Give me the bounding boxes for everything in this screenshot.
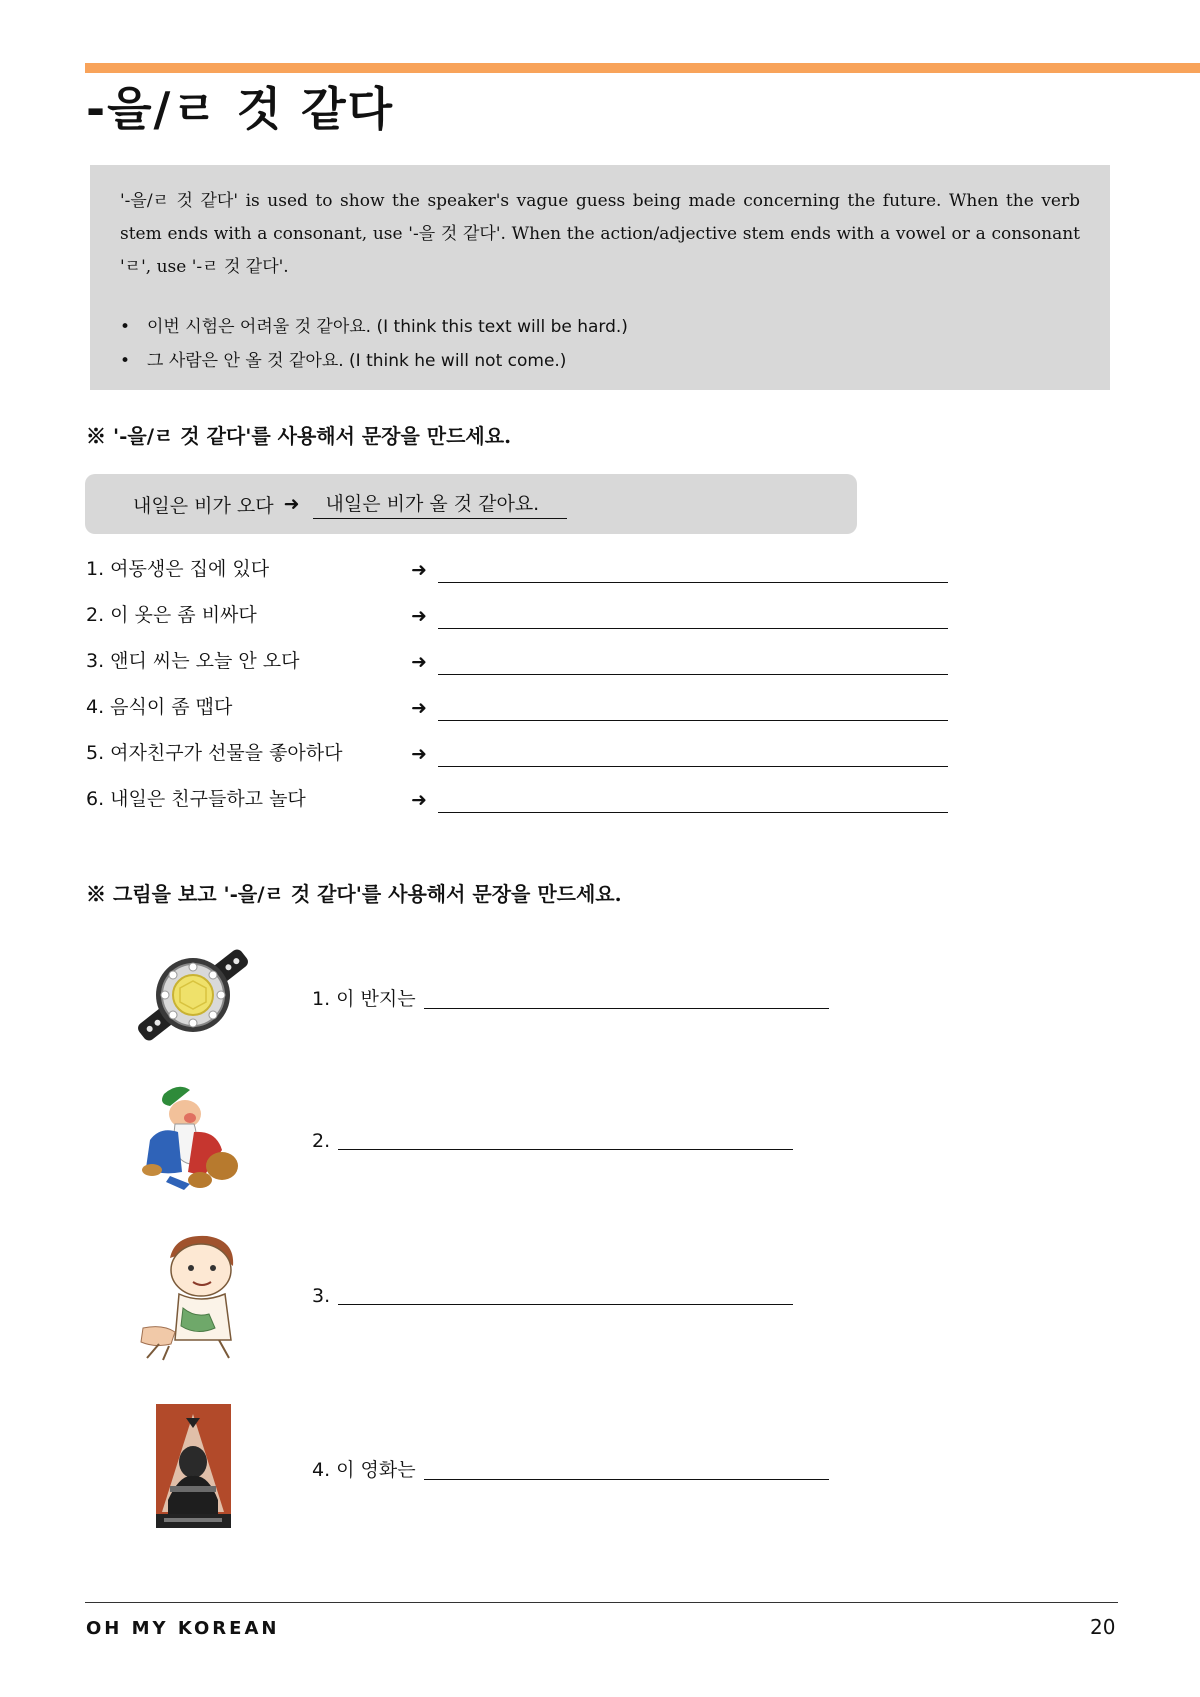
picture-exercise-row <box>312 1122 793 1152</box>
answer-line[interactable] <box>438 812 948 813</box>
arrow-icon: ➜ <box>411 559 427 581</box>
model-example-prompt: 내일은 비가 오다 <box>133 494 274 517</box>
exercise-row <box>86 737 946 767</box>
sleeping-dwarf-icon <box>130 1080 250 1198</box>
answer-line[interactable] <box>438 674 948 675</box>
section2-instruction: ※ 그림을 보고 '-을/ㄹ 것 같다'를 사용해서 문장을 만드세요. <box>86 882 622 906</box>
ring-icon <box>128 938 258 1053</box>
answer-line[interactable] <box>438 766 948 767</box>
picture-exercise-row <box>312 981 829 1011</box>
exercise-prompt: 3. 앤디 씨는 오늘 안 오다 <box>86 650 300 672</box>
exercise-prompt: 5. 여자친구가 선물을 좋아하다 <box>86 742 343 764</box>
arrow-icon: ➜ <box>411 605 427 627</box>
arrow-icon: ➜ <box>411 651 427 673</box>
arrow-icon: ➜ <box>411 789 427 811</box>
example-sentence: • 이번 시험은 어려울 것 같아요. (I think this text will be hard.) <box>120 310 1080 344</box>
footer-brand: OH MY KOREAN <box>86 1618 280 1639</box>
exercise-row <box>86 645 946 675</box>
picture-exercise-row <box>312 1452 829 1482</box>
exercise-row <box>86 783 946 813</box>
child-eating-icon <box>135 1228 250 1363</box>
exercise-prompt: 6. 내일은 친구들하고 놀다 <box>86 788 306 810</box>
header-accent-bar <box>85 63 1200 73</box>
exercise-prompt: 4. 음식이 좀 맵다 <box>86 696 233 718</box>
footer-divider <box>85 1602 1118 1603</box>
answer-line[interactable] <box>438 582 948 583</box>
answer-line[interactable] <box>438 628 948 629</box>
model-example-answer: 내일은 비가 올 것 같아요. <box>313 489 567 519</box>
picture-exercise-row <box>312 1277 793 1307</box>
section1-instruction: ※ '-을/ㄹ 것 같다'를 사용해서 문장을 만드세요. <box>86 424 512 448</box>
model-example-box <box>85 474 857 534</box>
answer-line[interactable] <box>338 1148 793 1150</box>
picture-exercise-label: 2. <box>312 1130 331 1152</box>
answer-line[interactable] <box>424 1007 829 1009</box>
answer-line[interactable] <box>438 720 948 721</box>
exercise-row <box>86 599 946 629</box>
answer-line[interactable] <box>424 1478 829 1480</box>
picture-exercise-label: 4. 이 영화는 <box>312 1459 416 1481</box>
picture-exercise-label: 3. <box>312 1285 331 1307</box>
exercise-row <box>86 553 946 583</box>
example-sentence: • 그 사람은 안 올 것 같아요. (I think he will not come.) <box>120 344 1080 378</box>
arrow-icon: ➜ <box>283 493 300 515</box>
explanation-box <box>90 165 1110 390</box>
example-sentence-list <box>120 310 1080 378</box>
exercise-prompt: 2. 이 옷은 좀 비싸다 <box>86 604 257 626</box>
movie-poster-icon <box>156 1404 231 1528</box>
exercise-row <box>86 691 946 721</box>
arrow-icon: ➜ <box>411 743 427 765</box>
exercise-prompt: 1. 여동생은 집에 있다 <box>86 558 270 580</box>
page-title: -을/ㄹ 것 같다 <box>86 82 395 136</box>
page-number: 20 <box>1090 1615 1116 1639</box>
answer-line[interactable] <box>338 1303 793 1305</box>
arrow-icon: ➜ <box>411 697 427 719</box>
picture-exercise-label: 1. 이 반지는 <box>312 988 416 1010</box>
explanation-text: '-을/ㄹ 것 같다' is used to show the speaker's vague guess being made concerning the future. When the verb stem ends with a consonant, use '-을 것 같다'. When the action/adjective stem ends with a vowel or a consonant 'ㄹ', use '-ㄹ 것 같다'. <box>120 191 1080 277</box>
